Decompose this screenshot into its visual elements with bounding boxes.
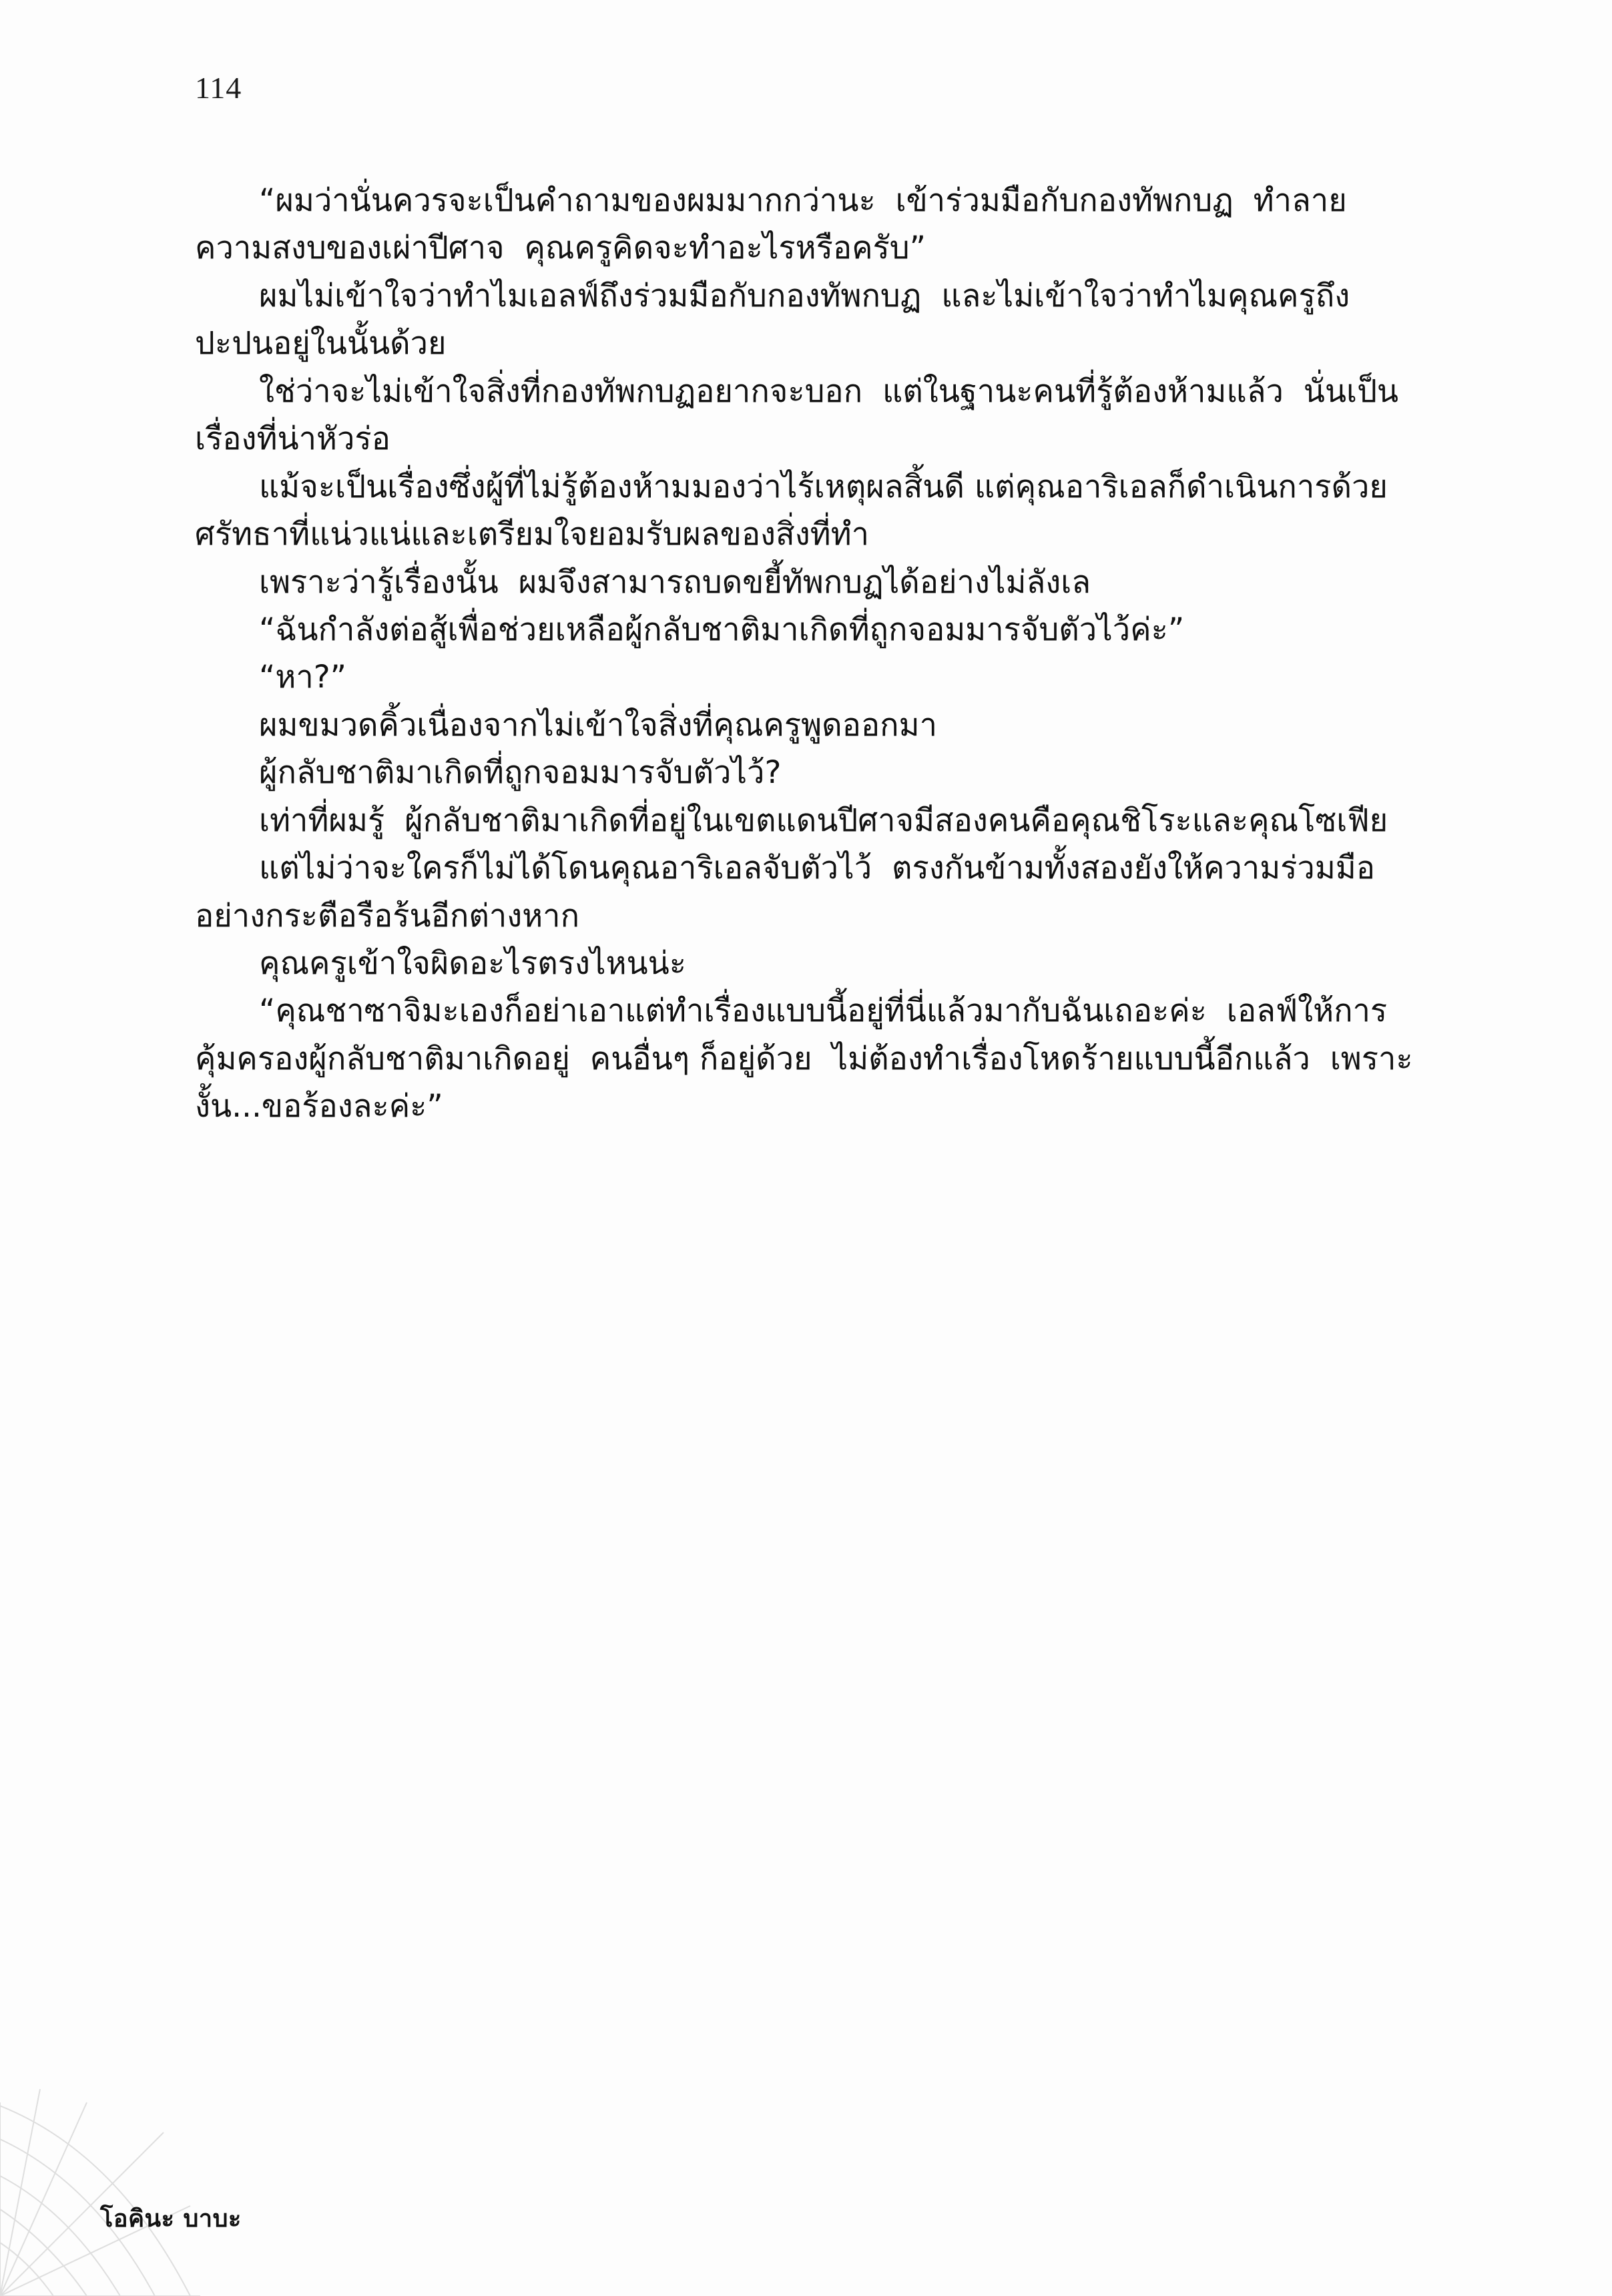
page-number: 114 [195, 71, 242, 105]
paragraph: “คุณชาซาจิมะเองก็อย่าเอาแต่ทำเรื่องแบบนี้อยู่ที่นี่แล้วมากับฉันเถอะค่ะ เอลฟ์ให้การคุ้มครองผู้กลับชาติมาเกิดอยู่ คนอื่นๆ ก็อยู่ด้วย ไม่ต้องทำเรื่องโหดร้ายแบบนี้อีกแล้ว เพราะงั้น...ขอร้องละค่ะ” [195, 992, 1413, 1125]
paragraph: “ฉันกำลังต่อสู้เพื่อช่วยเหลือผู้กลับชาติมาเกิดที่ถูกจอมมารจับตัวไว้ค่ะ” [259, 611, 1185, 648]
paragraph: คุณครูเข้าใจผิดอะไรตรงไหนน่ะ [259, 945, 687, 982]
paragraph: แต่ไม่ว่าจะใครก็ไม่ได้โดนคุณอาริเอลจับตัวไว้ ตรงกันข้ามทั้งสองยังให้ความร่วมมืออย่างกระตือรือร้นอีกต่างหาก [195, 850, 1376, 934]
paragraph: แม้จะเป็นเรื่องซึ่งผู้ที่ไม่รู้ต้องห้ามมองว่าไร้เหตุผลสิ้นดี แต่คุณอาริเอลก็ดำเนินการด้วยศรัทธาที่แน่วแน่และเตรียมใจยอมรับผลของสิ่งที่ทำ [195, 468, 1388, 553]
page-text-body [195, 177, 1416, 1131]
paragraph: เท่าที่ผมรู้ ผู้กลับชาติมาเกิดที่อยู่ในเขตแดนปีศาจมีสองคนคือคุณชิโระและคุณโซเฟีย [259, 802, 1388, 839]
footer-author-title: โอคินะ บาบะ [100, 2205, 242, 2233]
paragraph: เพราะว่ารู้เรื่องนั้น ผมจึงสามารถบดขยี้ทัพกบฏได้อย่างไม่ลังเล [259, 563, 1091, 601]
paragraph: ผู้กลับชาติมาเกิดที่ถูกจอมมารจับตัวไว้? [259, 754, 782, 792]
paragraph: “หา?” [259, 659, 347, 696]
spider-web-icon [0, 2076, 220, 2296]
paragraph: ผมขมวดคิ้วเนื่องจากไม่เข้าใจสิ่งที่คุณครูพูดออกมา [259, 706, 937, 744]
paragraph: ใช่ว่าจะไม่เข้าใจสิ่งที่กองทัพกบฏอยากจะบอก แต่ในฐานะคนที่รู้ต้องห้ามแล้ว นั่นเป็นเรื่องที่น่าหัวร่อ [195, 372, 1399, 458]
paragraph: “ผมว่านั่นควรจะเป็นคำถามของผมมากกว่านะ เข้าร่วมมือกับกองทัพกบฏ ทำลายความสงบของเผ่าปีศาจ คุณครูคิดจะทำอะไรหรือครับ” [195, 182, 1347, 267]
paragraph: ผมไม่เข้าใจว่าทำไมเอลฟ์ถึงร่วมมือกับกองทัพกบฏ และไม่เข้าใจว่าทำไมคุณครูถึงปะปนอยู่ในนั้นด้วย [195, 277, 1350, 362]
